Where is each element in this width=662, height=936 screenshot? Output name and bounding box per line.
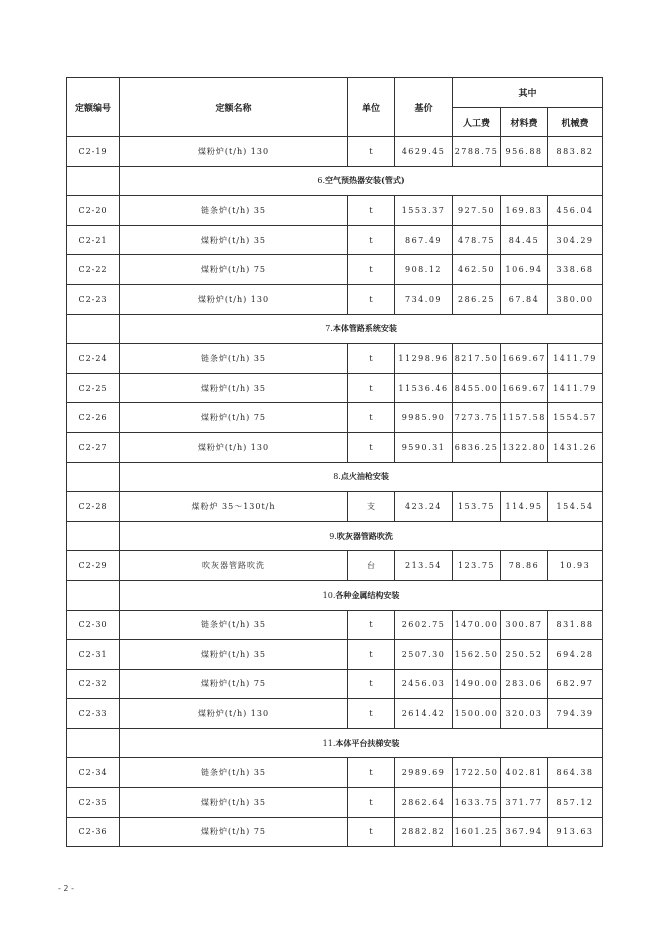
unit-cell: t bbox=[348, 817, 395, 847]
labor-cell: 1601.25 bbox=[453, 817, 501, 847]
section-row bbox=[67, 462, 603, 492]
name-cell: 煤粉炉(t/h) 130 bbox=[120, 137, 348, 167]
unit-cell: t bbox=[348, 196, 395, 226]
name-cell: 煤粉炉(t/h) 75 bbox=[120, 669, 348, 699]
header-base-price: 基价 bbox=[395, 78, 453, 137]
material-cell: 67.84 bbox=[501, 284, 548, 314]
section-code-cell bbox=[67, 580, 120, 610]
labor-cell: 462.50 bbox=[453, 255, 501, 285]
base-price-cell: 9985.90 bbox=[395, 403, 453, 433]
machine-cell: 913.63 bbox=[548, 817, 603, 847]
base-price-cell: 9590.31 bbox=[395, 432, 453, 462]
table-row bbox=[67, 225, 603, 255]
section-title: 点火油枪安装 bbox=[340, 471, 389, 482]
labor-cell: 7273.75 bbox=[453, 403, 501, 433]
material-cell: 114.95 bbox=[501, 492, 548, 522]
labor-cell: 123.75 bbox=[453, 551, 501, 581]
unit-cell: t bbox=[348, 344, 395, 374]
section-title: 各种金属结构安装 bbox=[335, 589, 400, 600]
page-number: - 2 - bbox=[58, 884, 74, 893]
labor-cell: 286.25 bbox=[453, 284, 501, 314]
base-price-cell: 2614.42 bbox=[395, 699, 453, 729]
unit-cell: t bbox=[348, 610, 395, 640]
header-material: 材料费 bbox=[501, 108, 548, 137]
table-row bbox=[67, 758, 603, 788]
name-cell: 链条炉(t/h) 35 bbox=[120, 344, 348, 374]
name-cell: 煤粉炉(t/h) 35 bbox=[120, 788, 348, 818]
labor-cell: 478.75 bbox=[453, 225, 501, 255]
material-cell: 1669.67 bbox=[501, 373, 548, 403]
unit-cell: t bbox=[348, 758, 395, 788]
base-price-cell: 11536.46 bbox=[395, 373, 453, 403]
table-row bbox=[67, 403, 603, 433]
machine-cell: 338.68 bbox=[548, 255, 603, 285]
labor-cell: 1722.50 bbox=[453, 758, 501, 788]
quota-table bbox=[66, 77, 603, 847]
labor-cell: 6836.25 bbox=[453, 432, 501, 462]
material-cell: 371.77 bbox=[501, 788, 548, 818]
machine-cell: 857.12 bbox=[548, 788, 603, 818]
section-title: 空气预热器安装(管式) bbox=[325, 175, 405, 186]
table-row bbox=[67, 669, 603, 699]
material-cell: 320.03 bbox=[501, 699, 548, 729]
labor-cell: 1562.50 bbox=[453, 640, 501, 670]
section-title-cell bbox=[120, 521, 603, 551]
material-cell: 106.94 bbox=[501, 255, 548, 285]
code-cell: C2-25 bbox=[67, 373, 120, 403]
base-price-cell: 11298.96 bbox=[395, 344, 453, 374]
unit-cell: t bbox=[348, 432, 395, 462]
unit-cell: 台 bbox=[348, 551, 395, 581]
labor-cell: 1470.00 bbox=[453, 610, 501, 640]
base-price-cell: 2602.75 bbox=[395, 610, 453, 640]
machine-cell: 682.97 bbox=[548, 669, 603, 699]
labor-cell: 927.50 bbox=[453, 196, 501, 226]
header-of-which: 其中 bbox=[453, 78, 603, 108]
material-cell: 283.06 bbox=[501, 669, 548, 699]
machine-cell: 456.04 bbox=[548, 196, 603, 226]
base-price-cell: 867.49 bbox=[395, 225, 453, 255]
machine-cell: 883.82 bbox=[548, 137, 603, 167]
base-price-cell: 2882.82 bbox=[395, 817, 453, 847]
table-row bbox=[67, 699, 603, 729]
code-cell: C2-20 bbox=[67, 196, 120, 226]
machine-cell: 380.00 bbox=[548, 284, 603, 314]
code-cell: C2-21 bbox=[67, 225, 120, 255]
name-cell: 煤粉炉(t/h) 130 bbox=[120, 699, 348, 729]
name-cell: 链条炉(t/h) 35 bbox=[120, 196, 348, 226]
section-title-cell bbox=[120, 166, 603, 196]
material-cell: 956.88 bbox=[501, 137, 548, 167]
name-cell: 煤粉炉(t/h) 35 bbox=[120, 373, 348, 403]
base-price-cell: 734.09 bbox=[395, 284, 453, 314]
code-cell: C2-24 bbox=[67, 344, 120, 374]
name-cell: 煤粉炉 35～130t/h bbox=[120, 492, 348, 522]
table-row bbox=[67, 196, 603, 226]
labor-cell: 153.75 bbox=[453, 492, 501, 522]
unit-cell: t bbox=[348, 788, 395, 818]
section-title: 本体管路系统安装 bbox=[332, 323, 397, 334]
code-cell: C2-31 bbox=[67, 640, 120, 670]
base-price-cell: 908.12 bbox=[395, 255, 453, 285]
section-title-cell bbox=[120, 314, 603, 344]
section-number: 10. bbox=[322, 590, 336, 600]
unit-cell: t bbox=[348, 403, 395, 433]
code-cell: C2-23 bbox=[67, 284, 120, 314]
name-cell: 煤粉炉(t/h) 75 bbox=[120, 255, 348, 285]
material-cell: 78.86 bbox=[501, 551, 548, 581]
header-unit: 单位 bbox=[348, 78, 395, 137]
code-cell: C2-22 bbox=[67, 255, 120, 285]
unit-cell: t bbox=[348, 640, 395, 670]
code-cell: C2-26 bbox=[67, 403, 120, 433]
section-code-cell bbox=[67, 728, 120, 758]
section-code-cell bbox=[67, 166, 120, 196]
machine-cell: 794.39 bbox=[548, 699, 603, 729]
name-cell: 煤粉炉(t/h) 75 bbox=[120, 817, 348, 847]
name-cell: 煤粉炉(t/h) 130 bbox=[120, 284, 348, 314]
material-cell: 402.81 bbox=[501, 758, 548, 788]
material-cell: 84.45 bbox=[501, 225, 548, 255]
table-row bbox=[67, 432, 603, 462]
unit-cell: t bbox=[348, 669, 395, 699]
section-number: 11. bbox=[322, 738, 336, 748]
table-row bbox=[67, 255, 603, 285]
material-cell: 367.94 bbox=[501, 817, 548, 847]
section-title-cell bbox=[120, 580, 603, 610]
labor-cell: 1633.75 bbox=[453, 788, 501, 818]
material-cell: 1669.67 bbox=[501, 344, 548, 374]
code-cell: C2-35 bbox=[67, 788, 120, 818]
table-row bbox=[67, 551, 603, 581]
machine-cell: 1411.79 bbox=[548, 344, 603, 374]
base-price-cell: 423.24 bbox=[395, 492, 453, 522]
unit-cell: t bbox=[348, 225, 395, 255]
machine-cell: 154.54 bbox=[548, 492, 603, 522]
table-row bbox=[67, 373, 603, 403]
header-labor: 人工费 bbox=[453, 108, 501, 137]
base-price-cell: 2507.30 bbox=[395, 640, 453, 670]
machine-cell: 1411.79 bbox=[548, 373, 603, 403]
labor-cell: 8217.50 bbox=[453, 344, 501, 374]
base-price-cell: 2456.03 bbox=[395, 669, 453, 699]
machine-cell: 864.38 bbox=[548, 758, 603, 788]
unit-cell: t bbox=[348, 137, 395, 167]
base-price-cell: 213.54 bbox=[395, 551, 453, 581]
machine-cell: 10.93 bbox=[548, 551, 603, 581]
name-cell: 煤粉炉(t/h) 35 bbox=[120, 225, 348, 255]
table-row bbox=[67, 137, 603, 167]
code-cell: C2-33 bbox=[67, 699, 120, 729]
header-row-top bbox=[67, 78, 603, 108]
table-row bbox=[67, 640, 603, 670]
name-cell: 煤粉炉(t/h) 35 bbox=[120, 640, 348, 670]
table-row bbox=[67, 817, 603, 847]
section-code-cell bbox=[67, 462, 120, 492]
section-title-cell bbox=[120, 462, 603, 492]
section-title-cell bbox=[120, 728, 603, 758]
header-machine: 机械费 bbox=[548, 108, 603, 137]
table-body bbox=[67, 137, 603, 847]
section-row bbox=[67, 166, 603, 196]
labor-cell: 1490.00 bbox=[453, 669, 501, 699]
table-row bbox=[67, 788, 603, 818]
material-cell: 300.87 bbox=[501, 610, 548, 640]
section-number: 8. bbox=[333, 472, 341, 482]
name-cell: 链条炉(t/h) 35 bbox=[120, 758, 348, 788]
code-cell: C2-29 bbox=[67, 551, 120, 581]
material-cell: 1322.80 bbox=[501, 432, 548, 462]
section-row bbox=[67, 314, 603, 344]
header-name: 定额名称 bbox=[120, 78, 348, 137]
code-cell: C2-32 bbox=[67, 669, 120, 699]
unit-cell: t bbox=[348, 255, 395, 285]
machine-cell: 694.28 bbox=[548, 640, 603, 670]
labor-cell: 2788.75 bbox=[453, 137, 501, 167]
section-number: 9. bbox=[329, 531, 337, 541]
machine-cell: 1431.26 bbox=[548, 432, 603, 462]
name-cell: 煤粉炉(t/h) 75 bbox=[120, 403, 348, 433]
section-title: 吹灰器管路吹洗 bbox=[336, 530, 393, 541]
unit-cell: t bbox=[348, 699, 395, 729]
code-cell: C2-27 bbox=[67, 432, 120, 462]
name-cell: 吹灰器管路吹洗 bbox=[120, 551, 348, 581]
name-cell: 链条炉(t/h) 35 bbox=[120, 610, 348, 640]
material-cell: 1157.58 bbox=[501, 403, 548, 433]
machine-cell: 1554.57 bbox=[548, 403, 603, 433]
code-cell: C2-28 bbox=[67, 492, 120, 522]
section-number: 6. bbox=[317, 176, 326, 186]
code-cell: C2-19 bbox=[67, 137, 120, 167]
section-row bbox=[67, 521, 603, 551]
base-price-cell: 2862.64 bbox=[395, 788, 453, 818]
table-row bbox=[67, 344, 603, 374]
section-code-cell bbox=[67, 521, 120, 551]
table-row bbox=[67, 610, 603, 640]
base-price-cell: 1553.37 bbox=[395, 196, 453, 226]
unit-cell: t bbox=[348, 373, 395, 403]
table-row bbox=[67, 284, 603, 314]
material-cell: 169.83 bbox=[501, 196, 548, 226]
unit-cell: 支 bbox=[348, 492, 395, 522]
header-code: 定额编号 bbox=[67, 78, 120, 137]
code-cell: C2-34 bbox=[67, 758, 120, 788]
section-code-cell bbox=[67, 314, 120, 344]
machine-cell: 831.88 bbox=[548, 610, 603, 640]
machine-cell: 304.29 bbox=[548, 225, 603, 255]
section-number: 7. bbox=[325, 324, 333, 334]
material-cell: 250.52 bbox=[501, 640, 548, 670]
unit-cell: t bbox=[348, 284, 395, 314]
table-row bbox=[67, 492, 603, 522]
section-row bbox=[67, 728, 603, 758]
code-cell: C2-36 bbox=[67, 817, 120, 847]
base-price-cell: 4629.45 bbox=[395, 137, 453, 167]
section-title: 本体平台扶梯安装 bbox=[335, 737, 400, 748]
base-price-cell: 2989.69 bbox=[395, 758, 453, 788]
labor-cell: 1500.00 bbox=[453, 699, 501, 729]
section-row bbox=[67, 580, 603, 610]
code-cell: C2-30 bbox=[67, 610, 120, 640]
name-cell: 煤粉炉(t/h) 130 bbox=[120, 432, 348, 462]
labor-cell: 8455.00 bbox=[453, 373, 501, 403]
